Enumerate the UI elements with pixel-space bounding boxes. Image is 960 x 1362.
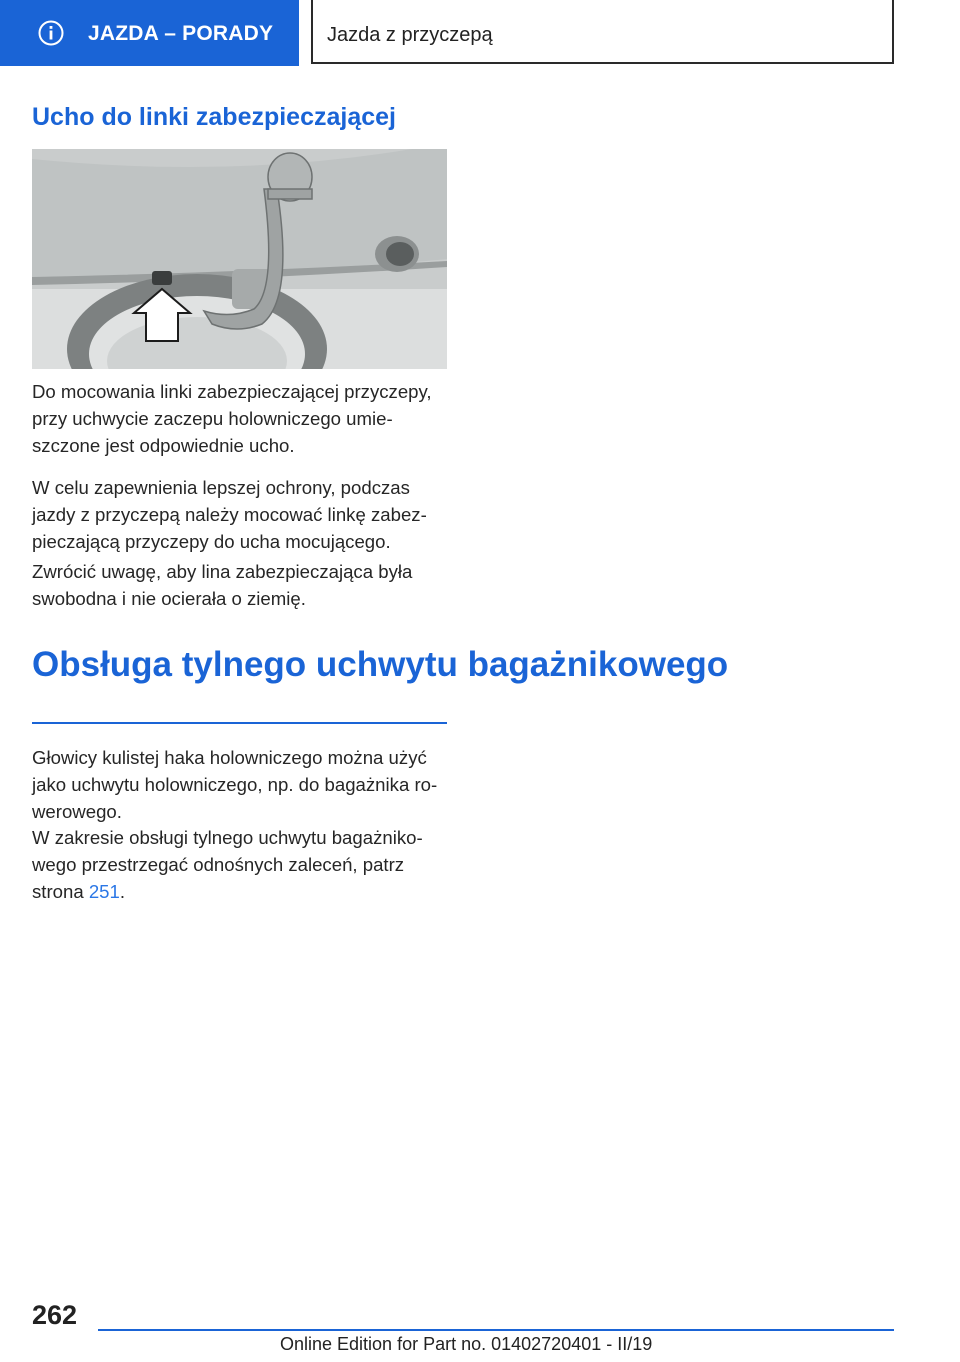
- paragraph-5: [32, 824, 452, 905]
- edition-text: Online Edition for Part no. 01402720401 - II/19: [280, 1334, 653, 1354]
- info-circle-icon: [38, 20, 64, 46]
- footer-divider: [98, 1329, 894, 1331]
- paragraph-5-text: W zakresie obsługi tylnego uchwytu bagażnikowego przestrzegać odnośnych zaleceń, patrz strona: [32, 827, 423, 902]
- page-reference-link[interactable]: 251: [88, 881, 120, 902]
- paragraph-2: W celu zapewnienia lepszej ochrony, podczas jazdy z przyczepą należy mocować linkę zabezpieczającą przyczepy do ucha mocującego.: [32, 477, 427, 552]
- paragraph-3: Zwrócić uwagę, aby lina zabezpieczająca była swobodna i nie ocierała o ziemię.: [32, 561, 413, 609]
- section-label: JAZDA – PORADY: [88, 22, 274, 45]
- heading-divider: [32, 722, 447, 724]
- paragraph-4: Głowicy kulistej haka holowniczego można użyć jako uchwytu holowniczego, np. do bagażnika rowerowego.: [32, 747, 438, 822]
- tow-hitch-eye-illustration-svg: [32, 149, 447, 369]
- tow-hitch-eye-illustration: [32, 149, 447, 369]
- section-heading-rack-mount: Obsługa tylnego uchwytu bagażnikowego: [32, 645, 729, 684]
- section-heading-safety-eye: Ucho do linki zabezpieczającej: [32, 103, 397, 131]
- section-tab[interactable]: [0, 0, 299, 66]
- chapter-label: Jazda z przyczepą: [327, 24, 493, 46]
- chapter-tab[interactable]: [311, 0, 894, 64]
- paragraph-1: Do mocowania linki zabezpieczającej przyczepy, przy uchwycie zaczepu holowniczego umieszczone jest odpowiednie ucho.: [32, 381, 432, 456]
- page-number: 262: [32, 1300, 78, 1330]
- paragraph-5-end: .: [119, 881, 126, 902]
